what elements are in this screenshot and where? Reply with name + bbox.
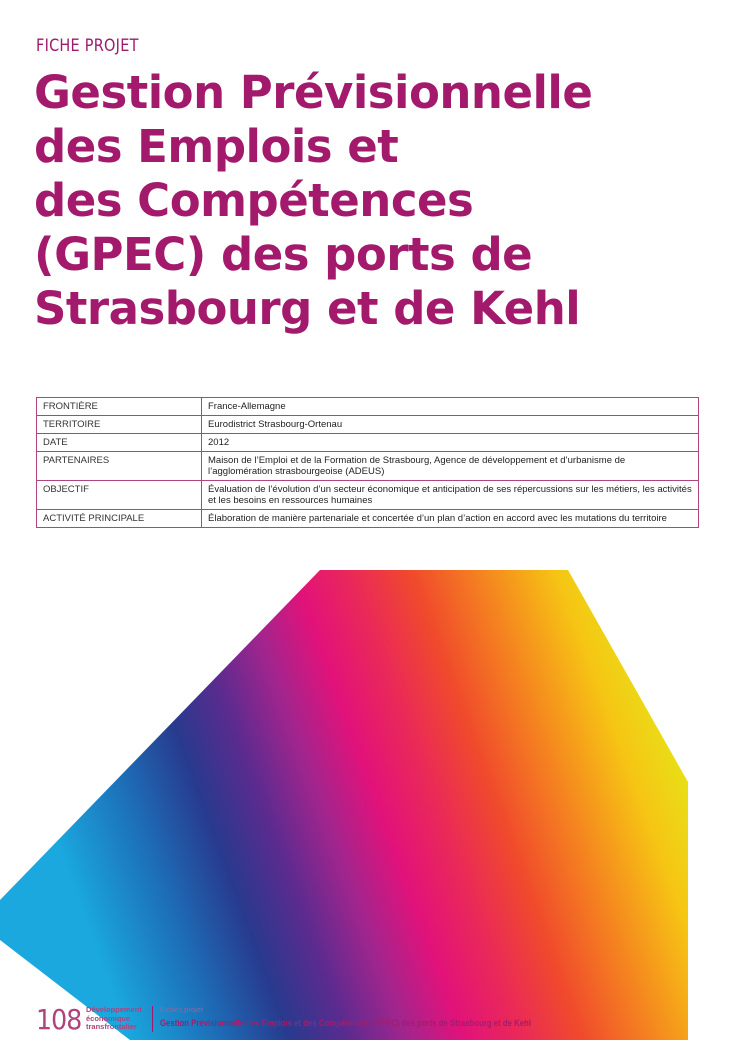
document-kicker: FICHE PROJET [36, 36, 139, 56]
rainbow-octagon-graphic [0, 570, 742, 1040]
table-row [37, 434, 699, 452]
section-line: Développement [86, 1005, 142, 1014]
row-value: 2012 [202, 434, 699, 452]
footer-divider [152, 1006, 153, 1032]
page-footer [36, 1003, 736, 1039]
table-row [37, 398, 699, 416]
page-number: 108 [36, 1003, 82, 1036]
row-value: Évaluation de l’évolution d’un secteur économique et anticipation de ses répercussions sur les métiers, les activités et les besoins en ressources humaines [202, 481, 699, 510]
row-label: ACTIVITÉ PRINCIPALE [37, 510, 202, 528]
row-value: Maison de l’Emploi et de la Formation de Strasbourg, Agence de développement et d’urbanisme de l’agglomération strasbourgeoise (ADEUS) [202, 452, 699, 481]
footer-breadcrumb: Fiches projet [160, 1005, 203, 1014]
table-row [37, 416, 699, 434]
row-label: TERRITOIRE [37, 416, 202, 434]
title-line: des Compétences [34, 174, 474, 227]
running-title: Gestion Prévisionnelle des Emplois et des Compétences (GPEC) des ports de Strasbourg et de Kehl [160, 1018, 531, 1029]
row-label: OBJECTIF [37, 481, 202, 510]
section-line: économique [86, 1013, 131, 1023]
section-line: transfrontalier [86, 1022, 137, 1031]
row-value: Élaboration de manière partenariale et concertée d’un plan d’action en accord avec les mutations du territoire [202, 510, 699, 528]
row-label: DATE [37, 434, 202, 452]
row-label: FRONTIÈRE [37, 398, 202, 416]
table-row [37, 481, 699, 510]
project-info-table [36, 397, 699, 528]
row-value: Eurodistrict Strasbourg-Ortenau [202, 416, 699, 434]
title-line: (GPEC) des ports de [34, 228, 533, 281]
title-line: des Emplois et [34, 120, 399, 173]
row-value: France-Allemagne [202, 398, 699, 416]
title-line: Gestion Prévisionnelle [34, 66, 593, 119]
section-label [86, 1006, 142, 1032]
octagon-shape [0, 570, 688, 1040]
table-row [37, 510, 699, 528]
row-label: PARTENAIRES [37, 452, 202, 481]
document-title [34, 66, 734, 336]
title-line: Strasbourg et de Kehl [34, 282, 581, 335]
table-row [37, 452, 699, 481]
